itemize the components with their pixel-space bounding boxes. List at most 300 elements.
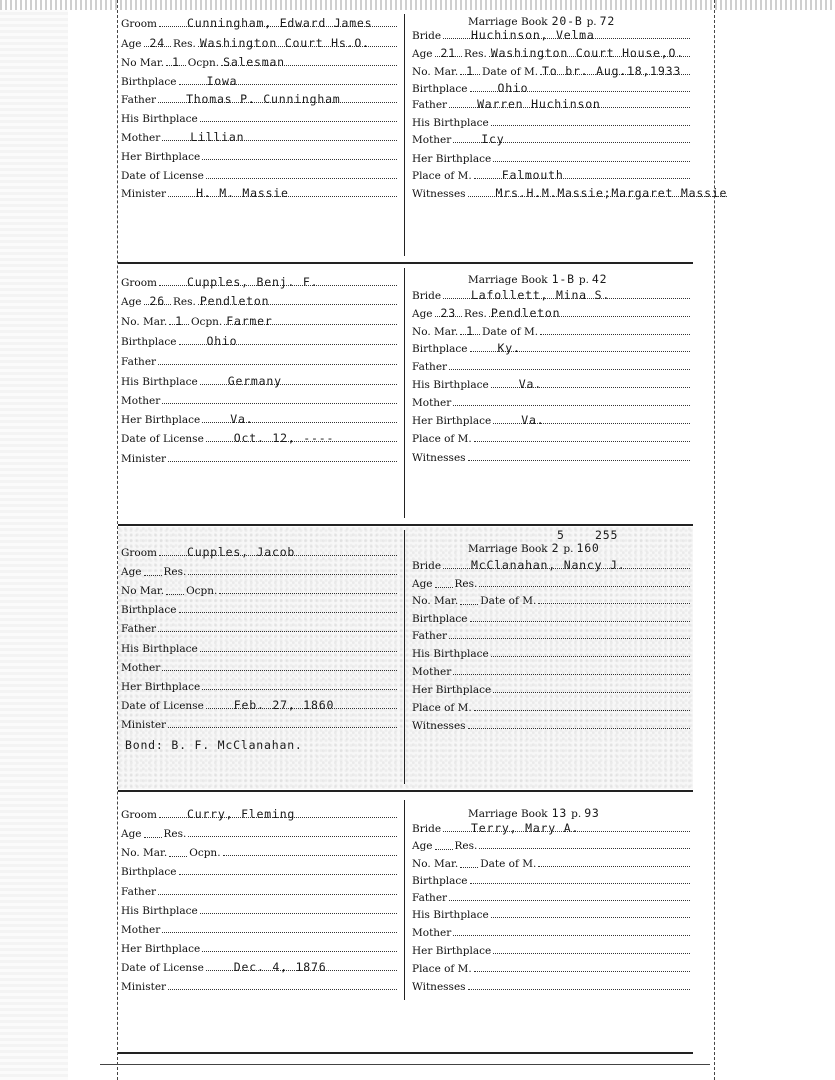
field-label: Minister <box>121 453 167 465</box>
field-label: No. Mar. <box>121 316 168 328</box>
field-label: Birthplace <box>412 343 468 355</box>
field-value <box>468 718 496 732</box>
form-field-row <box>121 827 399 840</box>
field-label: Her Birthplace <box>412 684 492 696</box>
field-label: Her Birthplace <box>121 681 201 693</box>
form-field-row <box>121 169 399 182</box>
field-value <box>468 979 496 993</box>
dotted-fill-line <box>491 908 690 918</box>
dotted-fill-line <box>168 980 397 990</box>
form-field-row <box>412 186 728 200</box>
dotted-fill-line <box>202 680 397 690</box>
field-label: Date of M. <box>481 66 539 78</box>
field-value <box>147 566 159 575</box>
page-label: p. <box>571 808 582 820</box>
dotted-fill-line <box>460 64 480 78</box>
field-label: No. Mar. <box>412 858 459 870</box>
form-field-row <box>121 808 399 821</box>
field-value <box>449 628 477 642</box>
dotted-fill-line <box>489 46 690 60</box>
form-field-row <box>121 699 399 712</box>
field-value: 1 <box>172 55 180 69</box>
field-label: Groom <box>121 809 158 821</box>
dotted-fill-line <box>435 46 462 60</box>
field-value: Washington Court House,O. <box>490 46 684 60</box>
form-field-row <box>412 289 692 302</box>
field-label: Father <box>412 892 448 904</box>
field-label: Age <box>412 578 433 590</box>
bottom-rule-thin <box>100 1064 710 1065</box>
form-field-row <box>121 355 399 368</box>
field-label: Date of License <box>121 433 204 445</box>
form-field-row <box>412 629 692 642</box>
field-value: Terry, Mary A. <box>471 821 580 835</box>
field-value <box>202 679 230 693</box>
field-value: Farmer <box>226 314 273 328</box>
field-label: Witnesses <box>412 188 466 200</box>
form-field-row <box>412 683 692 696</box>
form-field-row <box>412 116 692 129</box>
dotted-fill-line <box>179 334 397 348</box>
field-label: No. Mar. <box>412 326 459 338</box>
field-label: Father <box>121 94 157 106</box>
form-field-row <box>121 923 399 936</box>
dotted-fill-line <box>470 81 690 95</box>
field-value <box>168 979 196 993</box>
form-field-row <box>121 56 399 69</box>
field-value <box>474 700 502 714</box>
field-label: Res. <box>454 578 478 590</box>
field-value: Salesman <box>223 55 285 69</box>
field-label: Mother <box>121 662 161 674</box>
dotted-fill-line <box>179 74 397 88</box>
field-label: Bride <box>412 30 442 42</box>
field-label: Groom <box>121 547 158 559</box>
form-field-row <box>121 642 399 655</box>
field-label: Her Birthplace <box>412 945 492 957</box>
field-label: Groom <box>121 18 158 30</box>
field-value <box>491 646 519 660</box>
dotted-fill-line <box>158 622 397 632</box>
field-label: Witnesses <box>412 452 466 464</box>
field-value: Dec. 4, 1876 <box>233 960 327 974</box>
field-value <box>470 873 498 887</box>
field-label: Age <box>412 840 433 852</box>
dotted-fill-line <box>168 186 397 200</box>
book-label: Marriage Book <box>468 808 548 820</box>
dotted-fill-line <box>223 846 397 856</box>
field-label: Bride <box>412 823 442 835</box>
field-value <box>200 903 228 917</box>
form-field-row <box>412 133 692 146</box>
scan-left-margin <box>0 0 68 1080</box>
dotted-fill-line <box>159 275 397 289</box>
field-value: Washington Court Hs.O. <box>199 36 370 50</box>
dotted-fill-line <box>443 821 690 835</box>
form-field-row <box>412 962 692 975</box>
field-label: Mother <box>412 927 452 939</box>
dotted-fill-line <box>474 701 690 711</box>
form-field-row <box>121 394 399 407</box>
form-field-row <box>121 432 399 445</box>
form-field-row <box>412 908 692 921</box>
field-value <box>147 828 159 837</box>
dotted-fill-line <box>169 847 187 857</box>
form-field-row <box>412 857 692 870</box>
field-label: Ocpn. <box>187 57 220 69</box>
field-value <box>179 864 207 878</box>
form-field-row <box>412 342 692 355</box>
marriage-book-header <box>468 541 600 555</box>
field-label: Age <box>412 48 433 60</box>
dotted-fill-line <box>453 665 690 675</box>
field-label: Minister <box>121 188 167 200</box>
field-value: Ky. <box>497 341 521 355</box>
field-label: Birthplace <box>412 83 468 95</box>
field-value <box>449 890 477 904</box>
dotted-fill-line <box>206 698 397 712</box>
field-value <box>168 451 196 465</box>
dotted-fill-line <box>479 577 690 587</box>
field-label: Res. <box>172 296 196 308</box>
form-field-row <box>121 315 399 328</box>
field-label: Bride <box>412 560 442 572</box>
field-value: Germany <box>227 374 282 388</box>
dotted-fill-line <box>453 396 690 406</box>
field-value <box>179 602 207 616</box>
field-label: Father <box>412 99 448 111</box>
field-value: Thomas P. Cunningham <box>186 92 341 106</box>
form-field-row <box>412 325 692 338</box>
book-label: Marriage Book <box>468 543 548 555</box>
field-value <box>162 922 190 936</box>
form-field-row <box>412 432 692 445</box>
field-label: Mother <box>412 397 452 409</box>
field-label: Date of License <box>121 700 204 712</box>
form-field-row <box>121 980 399 993</box>
card-center-divider <box>404 14 405 256</box>
form-field-row <box>412 647 692 660</box>
form-field-row <box>121 846 399 859</box>
form-field-row <box>412 559 692 572</box>
field-label: Witnesses <box>412 720 466 732</box>
dotted-fill-line <box>162 394 397 404</box>
dotted-fill-line <box>470 612 690 622</box>
field-label: Age <box>121 38 142 50</box>
form-field-row <box>121 295 399 308</box>
field-value: Pendleton <box>199 294 270 308</box>
form-field-row <box>412 98 692 111</box>
field-value: Ohio <box>206 334 238 348</box>
field-label: His Birthplace <box>121 643 198 655</box>
form-field-row <box>121 150 399 163</box>
dotted-fill-line <box>202 412 397 426</box>
book-number: 13 <box>551 806 568 820</box>
field-value <box>158 884 186 898</box>
form-field-row <box>412 980 692 993</box>
form-field-row <box>121 375 399 388</box>
dotted-fill-line <box>491 377 690 391</box>
field-label: No. Mar. <box>412 66 459 78</box>
field-value <box>158 621 186 635</box>
form-field-row <box>412 594 692 607</box>
field-label: No. Mar. <box>121 847 168 859</box>
dotted-fill-line <box>460 595 478 605</box>
field-label: Minister <box>121 719 167 731</box>
field-label: No Mar. <box>121 585 165 597</box>
field-label: Res. <box>454 840 478 852</box>
field-value: 26 <box>149 294 165 308</box>
dotted-fill-line <box>468 186 728 200</box>
dotted-fill-line <box>468 451 690 461</box>
dotted-fill-line <box>162 130 397 144</box>
dotted-fill-line <box>200 642 397 652</box>
form-field-row <box>121 865 399 878</box>
form-field-row <box>121 904 399 917</box>
field-label: Place of M. <box>412 170 472 182</box>
form-field-row <box>121 622 399 635</box>
field-value <box>162 660 190 674</box>
dotted-fill-line <box>538 594 690 604</box>
field-value <box>493 151 521 165</box>
dotted-fill-line <box>468 980 690 990</box>
form-field-row <box>121 17 399 30</box>
form-field-row <box>121 565 399 578</box>
field-label: His Birthplace <box>412 117 489 129</box>
form-field-row <box>121 546 399 559</box>
dotted-fill-line <box>188 827 397 837</box>
field-label: Res. <box>163 828 187 840</box>
field-label: Mother <box>412 134 452 146</box>
dotted-fill-line <box>179 865 397 875</box>
dotted-fill-line <box>144 294 171 308</box>
field-label: Birthplace <box>412 875 468 887</box>
field-value: Mrs.H.M.Massie;Margaret Massie <box>495 186 728 200</box>
field-label: Mother <box>121 132 161 144</box>
form-field-row <box>412 169 692 182</box>
field-value <box>202 941 230 955</box>
field-label: Res. <box>463 308 487 320</box>
dotted-fill-line <box>179 603 397 613</box>
field-label: Res. <box>163 566 187 578</box>
dotted-fill-line <box>202 150 397 160</box>
field-value: Huchinson, Velma <box>471 28 595 42</box>
form-field-row <box>121 276 399 289</box>
field-label: Date of M. <box>480 595 537 607</box>
field-label: Age <box>121 566 142 578</box>
dotted-fill-line <box>206 169 397 179</box>
marriage-book-header <box>468 806 600 820</box>
dotted-fill-line <box>168 452 397 462</box>
dotted-fill-line <box>144 36 171 50</box>
page-number: 93 <box>584 806 600 820</box>
form-field-row <box>121 75 399 88</box>
field-value <box>474 431 502 445</box>
field-label: Birthplace <box>121 76 177 88</box>
form-field-row <box>121 335 399 348</box>
field-label: Mother <box>121 395 161 407</box>
form-field-row <box>412 65 692 78</box>
dotted-fill-line <box>206 431 397 445</box>
dotted-fill-line <box>491 647 690 657</box>
card-separator-line <box>118 262 693 264</box>
field-value <box>438 578 450 587</box>
page-label: p. <box>578 274 589 286</box>
card-separator-line <box>118 524 693 526</box>
field-label: Ocpn. <box>189 847 221 859</box>
dotted-fill-line <box>221 55 397 69</box>
field-label: Father <box>121 886 157 898</box>
dotted-fill-line <box>449 360 690 370</box>
field-value: Curry, Fleming <box>187 807 296 821</box>
dotted-fill-line <box>474 168 690 182</box>
field-label: Ocpn. <box>190 316 223 328</box>
field-label: No Mar. <box>121 57 165 69</box>
field-value <box>453 395 481 409</box>
field-value: Lafollett, Mina S. <box>471 288 611 302</box>
dotted-fill-line <box>468 719 690 729</box>
field-value <box>206 168 234 182</box>
dotted-fill-line <box>453 132 690 146</box>
form-field-row <box>412 577 692 590</box>
field-label: Birthplace <box>121 336 177 348</box>
field-value <box>188 564 190 578</box>
bond-note: Bond: B. F. McClanahan. <box>125 738 303 752</box>
form-field-row <box>121 413 399 426</box>
field-value <box>188 826 190 840</box>
field-label: His Birthplace <box>412 909 489 921</box>
card-separator-line <box>118 790 693 792</box>
form-field-row <box>121 680 399 693</box>
form-field-row <box>412 360 692 373</box>
dotted-fill-line <box>219 584 397 594</box>
field-label: His Birthplace <box>121 113 198 125</box>
field-value <box>468 450 496 464</box>
dotted-fill-line <box>443 558 690 572</box>
dotted-fill-line <box>198 36 397 50</box>
dotted-fill-line <box>449 97 690 111</box>
page-label: p. <box>586 16 597 28</box>
dotted-fill-line <box>159 807 397 821</box>
form-field-row <box>412 891 692 904</box>
marriage-book-header <box>468 14 615 28</box>
field-value: Pendleton <box>490 306 561 320</box>
book-label: Marriage Book <box>468 16 548 28</box>
field-value <box>219 583 221 597</box>
field-label: Father <box>121 623 157 635</box>
field-value <box>479 838 481 852</box>
dotted-fill-line <box>443 28 690 42</box>
dotted-fill-line <box>166 585 184 595</box>
field-value: 24 <box>149 36 165 50</box>
field-label: Father <box>121 356 157 368</box>
dotted-fill-line <box>443 288 690 302</box>
dotted-fill-line <box>435 306 462 320</box>
field-label: His Birthplace <box>412 379 489 391</box>
form-field-row <box>412 152 692 165</box>
field-value: Va. <box>521 413 545 427</box>
field-value <box>493 943 521 957</box>
form-field-row <box>412 874 692 887</box>
field-value: 1 <box>175 314 183 328</box>
field-value: 1 <box>466 64 474 78</box>
field-label: Her Birthplace <box>412 153 492 165</box>
dotted-fill-line <box>144 828 162 838</box>
field-label: Birthplace <box>121 866 177 878</box>
field-value <box>453 925 481 939</box>
card-center-divider <box>404 800 405 1000</box>
book-label: Marriage Book <box>468 274 548 286</box>
dotted-fill-line <box>224 314 397 328</box>
field-value: Lillian <box>190 130 245 144</box>
field-label: Place of M. <box>412 433 472 445</box>
field-value: Warren Huchinson <box>477 97 601 111</box>
field-label: Her Birthplace <box>412 415 492 427</box>
page-number: 160 <box>576 541 600 555</box>
field-label: Her Birthplace <box>121 943 201 955</box>
form-field-row <box>121 584 399 597</box>
dotted-fill-line <box>538 857 690 867</box>
book-number: 2 <box>551 541 560 555</box>
field-value: Falmouth <box>501 168 564 182</box>
field-value <box>538 593 540 607</box>
form-field-row <box>412 612 692 625</box>
field-label: Place of M. <box>412 963 472 975</box>
dotted-fill-line <box>144 566 162 576</box>
field-value <box>463 595 475 604</box>
field-value: McClanahan, Nancy J. <box>471 558 626 572</box>
dotted-fill-line <box>474 432 690 442</box>
field-value: 1 <box>466 324 474 338</box>
form-field-row <box>121 452 399 465</box>
field-value: 21 <box>440 46 456 60</box>
field-label: Birthplace <box>121 604 177 616</box>
form-field-row <box>412 944 692 957</box>
field-value: Va. <box>518 377 542 391</box>
field-label: Ocpn. <box>186 585 218 597</box>
field-label: No. Mar. <box>412 595 459 607</box>
field-value <box>491 907 519 921</box>
page-number: 72 <box>599 14 616 28</box>
field-value <box>162 393 190 407</box>
field-value: Va. <box>230 412 254 426</box>
card-center-divider <box>404 268 405 518</box>
field-value <box>438 840 450 849</box>
book-number-correction: 5 <box>557 528 565 542</box>
dotted-fill-line <box>493 944 690 954</box>
dotted-fill-line <box>540 325 690 335</box>
form-field-row <box>412 82 692 95</box>
dotted-fill-line <box>206 960 397 974</box>
field-label: Res. <box>172 38 196 50</box>
field-value: Iowa <box>206 74 238 88</box>
field-label: Mother <box>121 924 161 936</box>
dotted-fill-line <box>158 92 397 106</box>
field-label: Witnesses <box>412 981 466 993</box>
field-label: Father <box>412 361 448 373</box>
field-label: Date of License <box>121 962 204 974</box>
form-field-row <box>121 112 399 125</box>
field-value <box>470 611 498 625</box>
form-field-row <box>412 665 692 678</box>
form-field-row <box>412 396 692 409</box>
dotted-fill-line <box>491 116 690 126</box>
field-label: His Birthplace <box>121 905 198 917</box>
field-value: Icy <box>481 132 505 146</box>
field-value: 23 <box>440 306 456 320</box>
field-value <box>200 111 228 125</box>
dotted-fill-line <box>470 874 690 884</box>
